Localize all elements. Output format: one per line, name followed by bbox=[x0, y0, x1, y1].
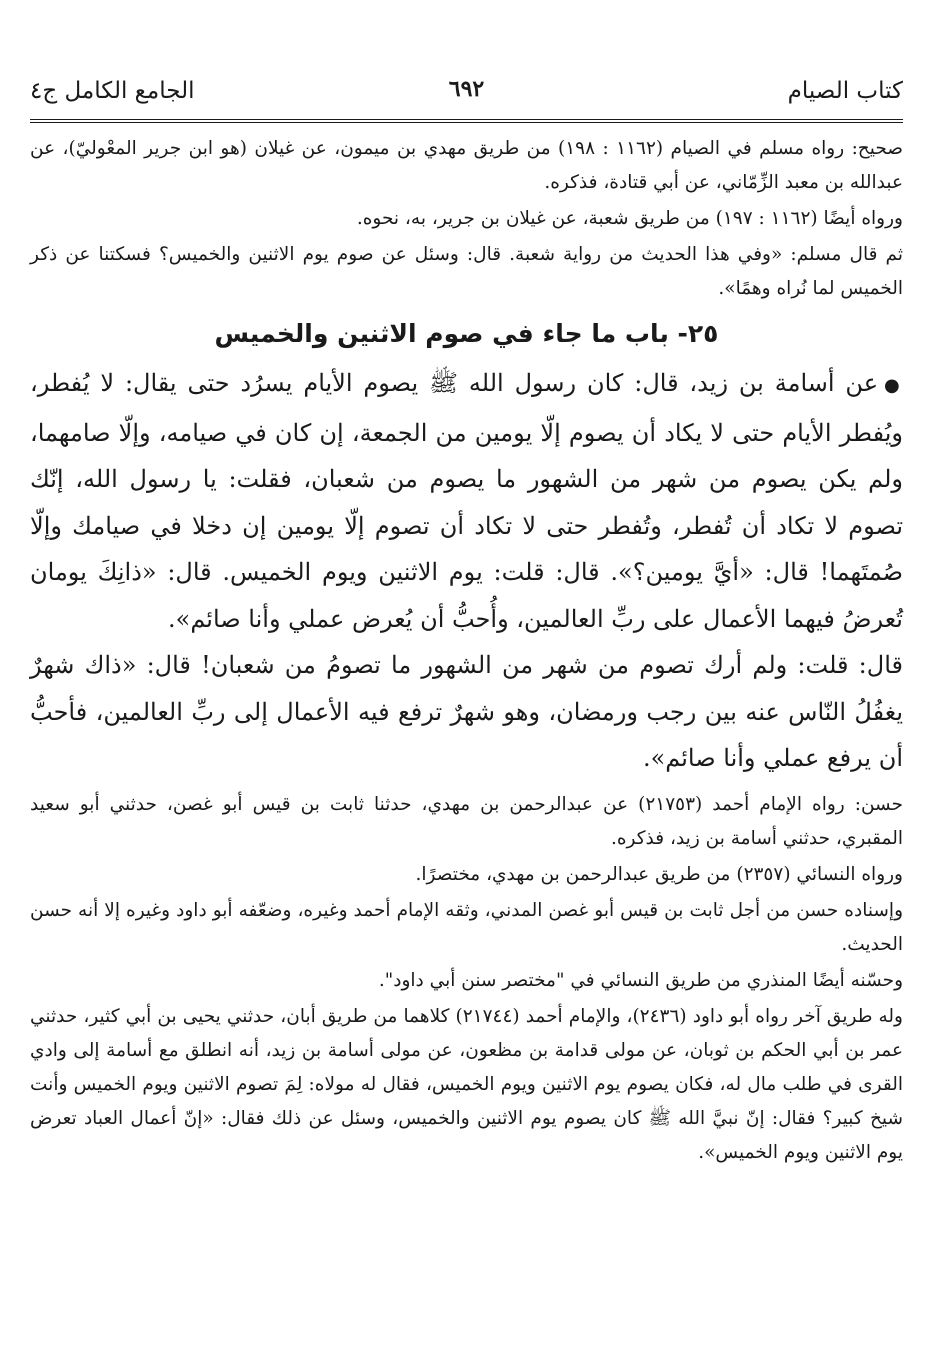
footnote-paragraph: وإسناده حسن من أجل ثابت بن قيس أبو غصن المدني، وثقه الإمام أحمد وغيره، وضعّفه أبو داود وغيره إلا أنه حسن الحديث. bbox=[30, 899, 903, 955]
page-number: ٦٩٢ bbox=[448, 76, 485, 102]
hadith-text bbox=[30, 360, 903, 782]
hadith-paragraph-text: عن أسامة بن زيد، قال: كان رسول الله ﷺ يصوم الأيام يسرُد حتى يقال: لا يُفطر، ويُفطر الأيام حتى لا يكاد أن يصوم إلّا يومين من الجمعة، إن كان في صيامه، وإلّا صامهما، ولم يكن يصوم من شهر من الشهور ما يصوم من شعبان، فقلت: يا رسول الله، إنّك تصوم لا تكاد أن تُفطر، وتُفطر حتى لا تكاد أن تصوم إلّا يومين إن دخلا في صيامك وإلّا صُمتَهما! قال: «أيَّ يومين؟». قال: قلت: يوم الاثنين ويوم الخميس. قال: «ذانِكَ يومان تُعرضُ فيهما الأعمال على ربِّ العالمين، وأُحبُّ أن يُعرض عملي وأنا صائم». bbox=[30, 369, 904, 633]
footnote-paragraph: ورواه النسائي (٢٣٥٧) من طريق عبدالرحمن بن مهدي، مختصرًا. bbox=[415, 863, 903, 885]
hadith-paragraph bbox=[30, 360, 903, 642]
header-divider bbox=[30, 119, 903, 123]
footnote-paragraph: وله طريق آخر رواه أبو داود (٢٤٣٦)، والإمام أحمد (٢١٧٤٤) كلاهما من طريق أبان، حدثني يحيى بن أبي كثير، حدثني عمر بن أبي الحكم بن ثوبان، عن مولى قدامة بن مظعون، عن مولى أسامة بن زيد، أنه انطلق مع أسامة إلى وادي القرى في طلب مال له، فكان يصوم يوم الاثنين ويوم الخميس، فقال له مولاه: لِمَ تصوم الاثنين ويوم الخميس وأنت شيخ كبير؟ فقال: إنّ نبيَّ الله ﷺ كان يصوم يوم الاثنين والخميس، وسئل عن ذلك فقال: «إنّ أعمال العباد تعرض يوم الاثنين ويوم الخميس». bbox=[30, 1005, 903, 1163]
footnotes-top bbox=[30, 132, 903, 306]
hadith-paragraph: قال: قلت: ولم أرك تصوم من شهر من الشهور ما تصومُ من شعبان! قال: «ذاك شهرٌ يغفُلُ النّاس عنه بين رجب ورمضان، وهو شهرٌ ترفع فيه الأعمال إلى ربِّ العالمين، فأحبُّ أن يرفع عملي وأنا صائم». bbox=[30, 651, 903, 772]
footnotes-bottom bbox=[30, 788, 903, 1170]
footnote-paragraph: وحسّنه أيضًا المنذري من طريق النسائي في "مختصر سنن أبي داود". bbox=[378, 969, 903, 991]
volume-title: الجامع الكامل ج٤ bbox=[30, 78, 195, 104]
footnote-paragraph: حسن: رواه الإمام أحمد (٢١٧٥٣) عن عبدالرحمن بن مهدي، حدثنا ثابت بن قيس أبو غصن، حدثني أبو سعيد المقبري، حدثني أسامة بن زيد، فذكره. bbox=[30, 793, 903, 849]
footnote-paragraph: صحيح: رواه مسلم في الصيام (١١٦٢ : ١٩٨) من طريق مهدي بن ميمون، عن غيلان (هو ابن جرير المعْوليّ)، عن عبدالله بن معبد الزِّمّاني، عن أبي قتادة، فذكره. bbox=[30, 138, 903, 193]
page-header bbox=[30, 64, 903, 104]
bullet-icon: ● bbox=[884, 375, 903, 396]
book-section-title: كتاب الصيام bbox=[787, 78, 903, 104]
page-content bbox=[30, 132, 903, 1170]
footnote-paragraph: ورواه أيضًا (١١٦٢ : ١٩٧) من طريق شعبة، عن غيلان بن جرير، به، نحوه. bbox=[356, 208, 903, 229]
footnote-paragraph: ثم قال مسلم: «وفي هذا الحديث من رواية شعبة. قال: وسئل عن صوم يوم الاثنين والخميس؟ فسكتنا عن ذكر الخميس لما نُراه وهمًا». bbox=[30, 244, 903, 299]
chapter-heading: ٢٥- باب ما جاء في صوم الاثنين والخميس bbox=[214, 319, 719, 348]
